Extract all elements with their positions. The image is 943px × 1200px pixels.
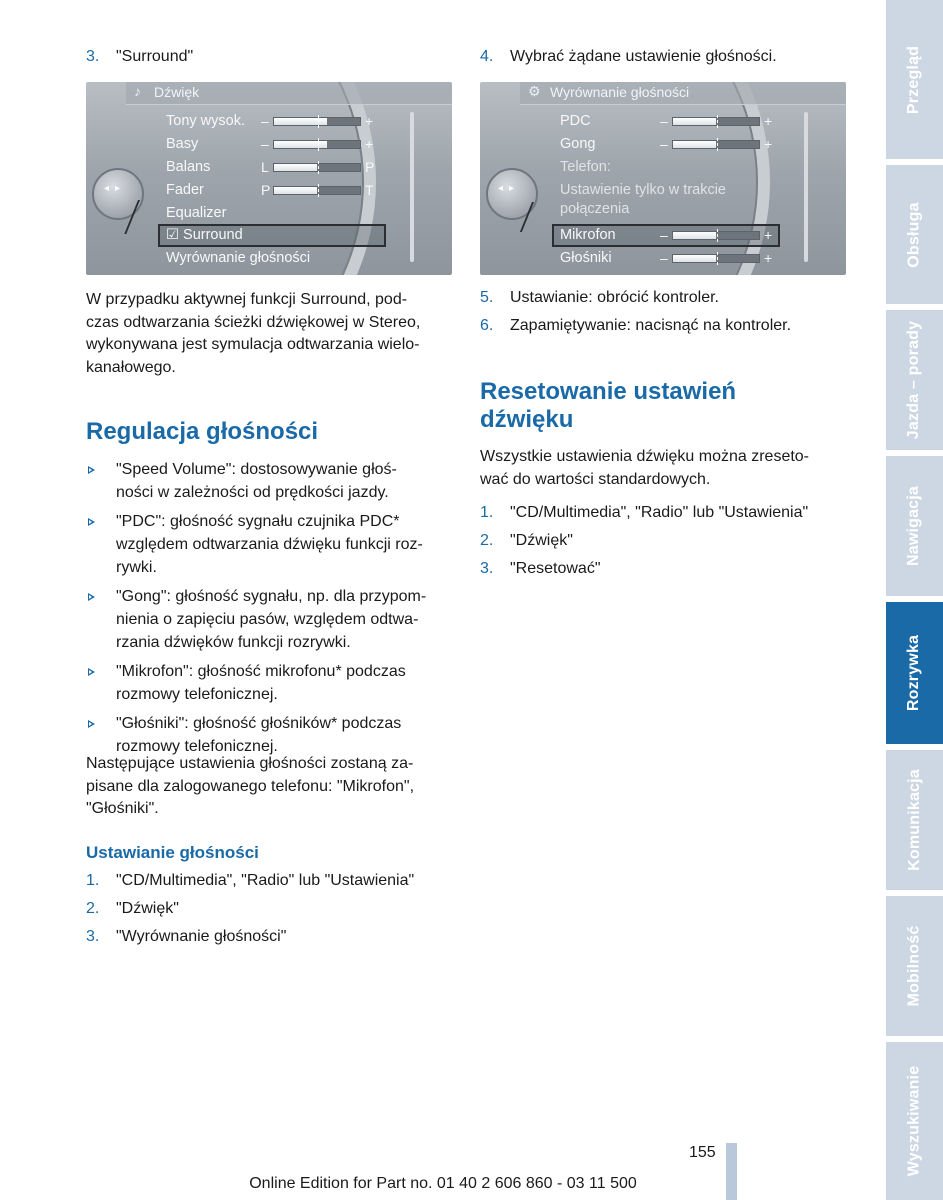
volume-settings-icon: ⚙	[528, 83, 541, 99]
slider-balans: L P	[261, 159, 375, 175]
row-ustawienie-line2: połączenia	[560, 201, 630, 217]
step-text: Zapamiętywanie: nacisnąć na kontroler.	[510, 317, 792, 334]
slider-mikrofon: – +	[660, 227, 773, 243]
heading-resetowanie-line2: dźwięku	[480, 406, 574, 433]
step-number: 3.	[480, 560, 494, 577]
row-gong: Gong	[560, 136, 596, 152]
heading-resetowanie-line1: Resetowanie ustawień	[480, 378, 737, 405]
step-number: 3.	[86, 48, 100, 65]
slider-glosniki: – +	[660, 250, 773, 266]
row-fader: Fader	[166, 182, 204, 198]
row-pdc: PDC	[560, 113, 591, 129]
step-text: "Wyrównanie głośności"	[116, 928, 287, 945]
tab-przeglad[interactable]: Przegląd	[886, 0, 943, 159]
slider-tony-wysok: – +	[261, 113, 374, 129]
reset-description: Wszystkie ustawienia dźwięku można zreseto- wać do wartości standardowych.	[480, 448, 810, 488]
heading-ustawianie: Ustawianie głośności	[86, 843, 259, 862]
bullet-triangle-icon	[88, 593, 95, 601]
row-mikrofon: Mikrofon	[560, 227, 616, 243]
tab-komunikacja[interactable]: Komunikacja	[886, 750, 943, 890]
step-text: "Resetować"	[510, 560, 601, 577]
screen-title: Dźwięk	[154, 84, 200, 100]
step-text: Wybrać żądane ustawienie głośności.	[510, 48, 777, 65]
step-number: 5.	[480, 289, 494, 306]
bullet-mikrofon: "Mikrofon": głośność mikrofonu* podczas rozmowy telefonicznej.	[86, 660, 452, 706]
slider-gong: – +	[660, 136, 773, 152]
row-balans: Balans	[166, 159, 211, 175]
row-ustawienie-line1: Ustawienie tylko w trakcie	[560, 182, 726, 198]
slider-pdc: – +	[660, 113, 773, 129]
screen-scrollbar	[410, 112, 414, 262]
controller-arrows-icon: ◂▸	[104, 183, 127, 194]
controller-arrows-icon: ◂▸	[498, 183, 521, 194]
row-glosniki: Głośniki	[560, 250, 612, 266]
slider-basy: – +	[261, 136, 374, 152]
row-wyrownanie: Wyrównanie głośności	[166, 250, 311, 266]
step-text: "Dźwięk"	[510, 532, 573, 549]
step-number: 1.	[480, 504, 494, 521]
step-number: 2.	[86, 900, 100, 917]
row-surround: ☑ Surround	[166, 227, 243, 243]
step-number: 4.	[480, 48, 494, 65]
speaker-note-icon: ♪	[134, 83, 141, 99]
bullet-triangle-icon	[88, 518, 95, 526]
row-basy: Basy	[166, 136, 199, 152]
chapter-tab-strip	[886, 0, 943, 1200]
controller-knob	[486, 168, 538, 220]
page-number: 155	[689, 1144, 716, 1161]
row-tony-wysok: Tony wysok.	[166, 113, 245, 129]
step-text: "CD/Multimedia", "Radio" lub "Ustawienia"	[116, 872, 415, 889]
tab-wyszukiwanie[interactable]: Wyszukiwanie	[886, 1042, 943, 1200]
heading-regulacja: Regulacja głośności	[86, 418, 319, 445]
screen-title: Wyrównanie głośności	[550, 84, 690, 100]
step-text: "CD/Multimedia", "Radio" lub "Ustawienia"	[510, 504, 809, 521]
controller-knob	[92, 168, 144, 220]
saved-settings-paragraph: Następujące ustawienia głośności zostaną za- pisane dla zalogowanego telefonu: "Mikrofon", "Głośniki".	[86, 755, 415, 817]
row-telefon: Telefon:	[560, 159, 611, 175]
slider-fader: P T	[261, 182, 374, 198]
surround-description: W przypadku aktywnej funkcji Surround, pod- czas odtwarzania ścieżki dźwiękowej w Stereo, wykonywana jest symulacja odtwarzania wielo- kanałowego.	[86, 291, 421, 376]
step-number: 6.	[480, 317, 494, 334]
bullet-speed-volume: "Speed Volume": dostosowywanie głoś- ności w zależności od prędkości jazdy.	[86, 458, 452, 504]
step-number: 1.	[86, 872, 100, 889]
bullet-glosniki: "Głośniki": głośność głośników* podczas rozmowy telefonicznej.	[86, 712, 452, 758]
bullet-triangle-icon	[88, 466, 95, 474]
bullet-triangle-icon	[88, 720, 95, 728]
step-text: "Dźwięk"	[116, 900, 179, 917]
row-equalizer: Equalizer	[166, 205, 227, 221]
footer-edition: Online Edition for Part no. 01 40 2 606 860 - 03 11 500	[249, 1175, 637, 1192]
step-text: Ustawianie: obrócić kontroler.	[510, 289, 719, 306]
step-number: 3.	[86, 928, 100, 945]
idrive-screenshot-volume	[480, 82, 846, 275]
bullet-pdc: "PDC": głośność sygnału czujnika PDC* względem odtwarzania dźwięku funkcji roz- rywki.	[86, 510, 452, 579]
tab-mobilnosc[interactable]: Mobilność	[886, 896, 943, 1036]
volume-bullet-list	[86, 458, 452, 764]
tab-jazda-porady[interactable]: Jazda – porady	[886, 310, 943, 450]
screen-scrollbar	[804, 112, 808, 262]
bullet-gong: "Gong": głośność sygnału, np. dla przypom- nienia o zapięciu pasów, względem odtwa- rzania dźwięków funkcji rozrywki.	[86, 585, 452, 654]
tab-obsluga[interactable]: Obsługa	[886, 165, 943, 304]
tab-rozrywka[interactable]: Rozrywka	[886, 602, 943, 744]
step-number: 2.	[480, 532, 494, 549]
bullet-triangle-icon	[88, 668, 95, 676]
step-text: "Surround"	[116, 48, 194, 65]
tab-nawigacja[interactable]: Nawigacja	[886, 456, 943, 596]
idrive-screenshot-sound	[86, 82, 452, 275]
